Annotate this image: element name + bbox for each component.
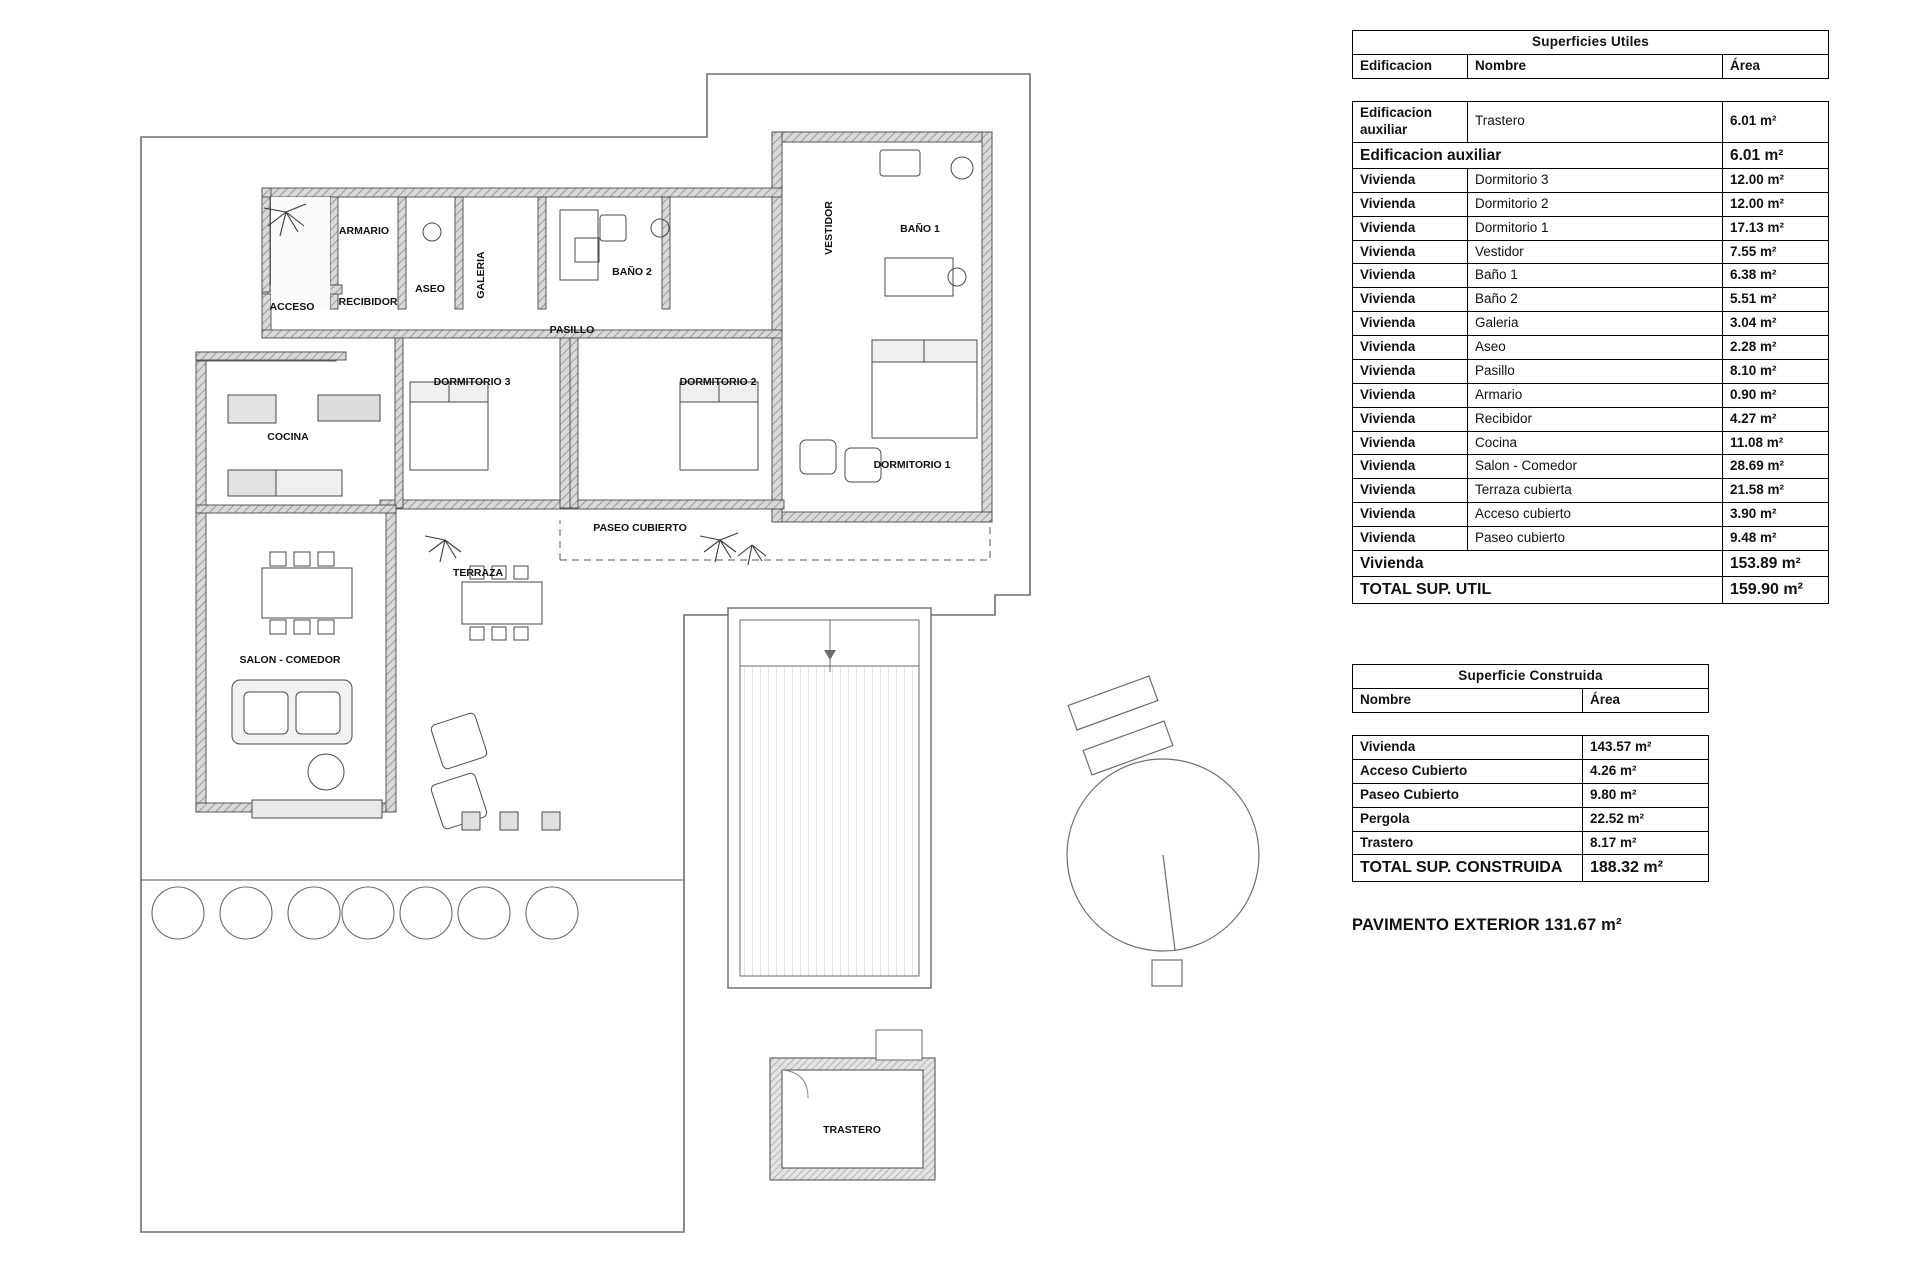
room-label-dormitorio2: DORMITORIO 2 [679, 376, 757, 388]
total-util-area: 159.90 m² [1723, 577, 1829, 604]
cell-nombre: Dormitorio 2 [1468, 192, 1723, 216]
table-row [1353, 336, 1829, 360]
cell-nombre: Trastero [1353, 831, 1583, 855]
cell-nombre: Acceso cubierto [1468, 503, 1723, 527]
cell-area: 9.80 m² [1583, 783, 1709, 807]
cell-edificacion: Vivienda [1353, 336, 1468, 360]
cell-nombre: Vestidor [1468, 240, 1723, 264]
header-area: Área [1723, 54, 1829, 78]
pool [728, 608, 931, 988]
cell-area: 4.26 m² [1583, 759, 1709, 783]
total-construida-area: 188.32 m² [1583, 855, 1709, 882]
cell-nombre: Terraza cubierta [1468, 479, 1723, 503]
cell-area: 11.08 m² [1723, 431, 1829, 455]
room-label-dormitorio1: DORMITORIO 1 [873, 459, 951, 471]
cell-area: 21.58 m² [1723, 479, 1829, 503]
table-superficie-construida [1352, 664, 1709, 882]
cell-area: 0.90 m² [1723, 383, 1829, 407]
header-edificacion: Edificacion [1353, 54, 1468, 78]
cell-area: 28.69 m² [1723, 455, 1829, 479]
room-label-paseo: PASEO CUBIERTO [593, 522, 687, 534]
cell-nombre: Armario [1468, 383, 1723, 407]
cell-edificacion: Vivienda [1353, 288, 1468, 312]
cell-nombre: Salon - Comedor [1468, 455, 1723, 479]
room-label-bano2: BAÑO 2 [612, 266, 652, 278]
table-row [1353, 101, 1829, 142]
cell-nombre: Dormitorio 1 [1468, 216, 1723, 240]
cell-nombre: Baño 1 [1468, 264, 1723, 288]
cell-nombre: Aseo [1468, 336, 1723, 360]
cell-nombre: Paseo cubierto [1468, 527, 1723, 551]
cell-area: 17.13 m² [1723, 216, 1829, 240]
cell-edificacion: Vivienda [1353, 503, 1468, 527]
cell-nombre: Vivienda [1353, 736, 1583, 760]
room-label-aseo: ASEO [415, 283, 445, 295]
table-construida-title: Superficie Construida [1353, 665, 1709, 689]
room-label-pasillo: PASILLO [549, 324, 595, 336]
room-label-bano1: BAÑO 1 [900, 223, 940, 235]
subtotal-vivienda-label: Vivienda [1353, 550, 1723, 576]
room-label-terraza: TERRAZA [452, 567, 504, 579]
cell-area: 12.00 m² [1723, 192, 1829, 216]
cell-edificacion: Edificacion auxiliar [1353, 101, 1468, 142]
cell-area: 8.17 m² [1583, 831, 1709, 855]
room-label-acceso: ACCESO [269, 301, 315, 313]
cell-nombre: Recibidor [1468, 407, 1723, 431]
subtotal-aux-label: Edificacion auxiliar [1353, 142, 1723, 168]
table-row [1353, 503, 1829, 527]
cell-area: 9.48 m² [1723, 527, 1829, 551]
room-label-cocina: COCINA [267, 431, 309, 443]
cell-area: 8.10 m² [1723, 359, 1829, 383]
table-row [1353, 192, 1829, 216]
cell-area: 5.51 m² [1723, 288, 1829, 312]
cell-area: 143.57 m² [1583, 736, 1709, 760]
table-row [1353, 216, 1829, 240]
cell-edificacion: Vivienda [1353, 527, 1468, 551]
header-area-construida: Área [1583, 689, 1709, 713]
table-row [1353, 431, 1829, 455]
table-row [1353, 288, 1829, 312]
cell-nombre: Galeria [1468, 312, 1723, 336]
cell-nombre: Dormitorio 3 [1468, 168, 1723, 192]
cell-nombre: Paseo Cubierto [1353, 783, 1583, 807]
cell-nombre: Trastero [1468, 101, 1723, 142]
trastero-building [770, 1030, 935, 1180]
cell-edificacion: Vivienda [1353, 383, 1468, 407]
circular-terrace [1067, 676, 1259, 986]
subtotal-row-vivienda [1353, 550, 1829, 576]
cell-edificacion: Vivienda [1353, 216, 1468, 240]
cell-area: 12.00 m² [1723, 168, 1829, 192]
header-nombre: Nombre [1468, 54, 1723, 78]
cell-area: 3.90 m² [1723, 503, 1829, 527]
cell-area: 6.38 m² [1723, 264, 1829, 288]
pavimento-exterior-note: PAVIMENTO EXTERIOR 131.67 m² [1352, 916, 1622, 935]
cell-area: 6.01 m² [1723, 101, 1829, 142]
table-row [1353, 168, 1829, 192]
table-row [1353, 312, 1829, 336]
room-label-trastero: TRASTERO [823, 1124, 881, 1136]
cell-edificacion: Vivienda [1353, 359, 1468, 383]
cell-area: 4.27 m² [1723, 407, 1829, 431]
room-label-galeria: GALERIA [475, 251, 487, 299]
table-row [1353, 759, 1709, 783]
table-row [1353, 831, 1709, 855]
header-nombre-construida: Nombre [1353, 689, 1583, 713]
total-construida-label: TOTAL SUP. CONSTRUIDA [1353, 855, 1583, 882]
cell-edificacion: Vivienda [1353, 192, 1468, 216]
room-label-vestidor: VESTIDOR [823, 201, 835, 255]
total-row-construida [1353, 855, 1709, 882]
cell-area: 2.28 m² [1723, 336, 1829, 360]
cell-edificacion: Vivienda [1353, 431, 1468, 455]
cell-edificacion: Vivienda [1353, 455, 1468, 479]
room-label-dormitorio3: DORMITORIO 3 [433, 376, 511, 388]
cell-nombre: Cocina [1468, 431, 1723, 455]
total-util-label: TOTAL SUP. UTIL [1353, 577, 1723, 604]
cell-edificacion: Vivienda [1353, 407, 1468, 431]
room-label-recibidor: RECIBIDOR [338, 296, 398, 308]
area-tables [1352, 30, 1902, 935]
table-row [1353, 736, 1709, 760]
room-label-armario: ARMARIO [338, 225, 390, 237]
cell-nombre: Pergola [1353, 807, 1583, 831]
table-row [1353, 783, 1709, 807]
cell-nombre: Pasillo [1468, 359, 1723, 383]
cell-edificacion: Vivienda [1353, 479, 1468, 503]
table-row [1353, 455, 1829, 479]
cell-edificacion: Vivienda [1353, 264, 1468, 288]
cell-area: 7.55 m² [1723, 240, 1829, 264]
subtotal-row-aux [1353, 142, 1829, 168]
table-utiles-title: Superficies Utiles [1353, 31, 1829, 55]
cell-nombre: Baño 2 [1468, 288, 1723, 312]
table-row [1353, 383, 1829, 407]
cell-edificacion: Vivienda [1353, 168, 1468, 192]
table-row [1353, 527, 1829, 551]
cell-area: 3.04 m² [1723, 312, 1829, 336]
cell-edificacion: Vivienda [1353, 312, 1468, 336]
table-superficies-utiles [1352, 30, 1829, 604]
table-row [1353, 807, 1709, 831]
table-row [1353, 407, 1829, 431]
total-row-util [1353, 577, 1829, 604]
subtotal-aux-area: 6.01 m² [1723, 142, 1829, 168]
table-row [1353, 479, 1829, 503]
table-row [1353, 264, 1829, 288]
room-label-salon: SALON - COMEDOR [239, 654, 341, 666]
cell-area: 22.52 m² [1583, 807, 1709, 831]
table-row [1353, 359, 1829, 383]
subtotal-vivienda-area: 153.89 m² [1723, 550, 1829, 576]
table-row [1353, 240, 1829, 264]
cell-edificacion: Vivienda [1353, 240, 1468, 264]
cell-nombre: Acceso Cubierto [1353, 759, 1583, 783]
